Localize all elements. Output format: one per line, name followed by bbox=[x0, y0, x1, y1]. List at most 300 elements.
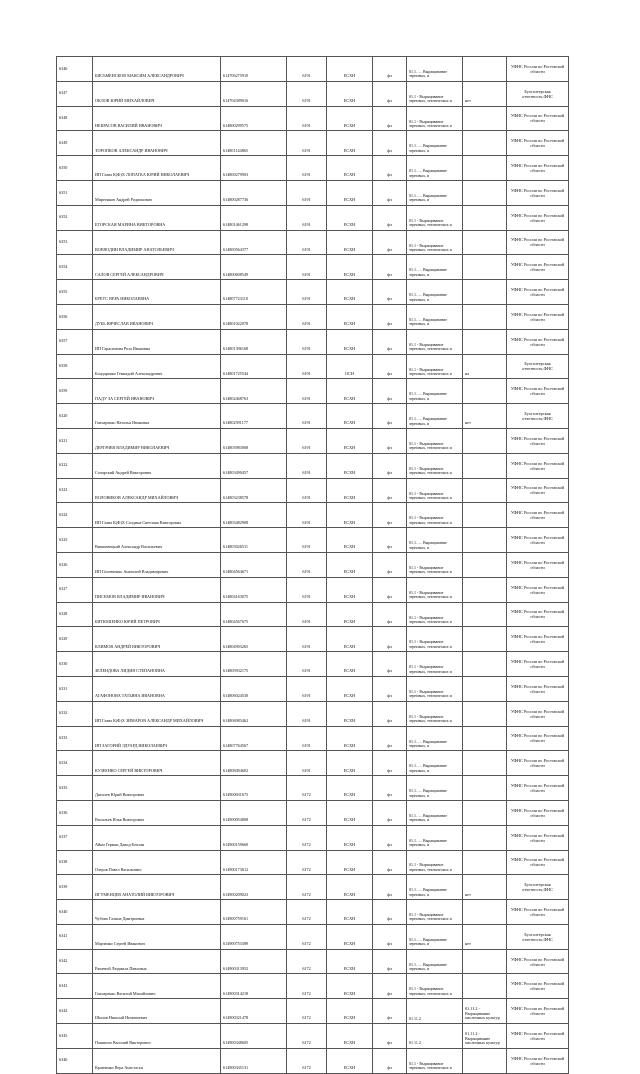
entity-type: фл bbox=[373, 404, 407, 429]
row-number: 6320 bbox=[57, 404, 93, 429]
entity-type: фл bbox=[373, 453, 407, 478]
activity-code: 01.1 - Выращивание зерновых, технических и bbox=[407, 676, 463, 701]
table-row bbox=[57, 776, 569, 801]
table-row bbox=[57, 949, 569, 974]
row-number: 6325 bbox=[57, 528, 93, 553]
inn-value: 614900345131 bbox=[221, 1048, 287, 1073]
extra-note bbox=[463, 180, 507, 205]
region-code: 6191 bbox=[287, 453, 327, 478]
tax-system: ЕСХН bbox=[327, 503, 373, 528]
inn-value: 614801144865 bbox=[221, 131, 287, 156]
inn-value: 614800299575 bbox=[221, 106, 287, 131]
activity-code: 01.1….. Выращивание зерновых, и bbox=[407, 57, 463, 82]
entity-type: фл bbox=[373, 602, 407, 627]
entity-name: Марченко Сергей Иванович bbox=[93, 924, 221, 949]
entity-name: ПИСЕМОВ ВЛАДИМИР ИВАНОВИЧ bbox=[93, 577, 221, 602]
entity-type: фл bbox=[373, 825, 407, 850]
inn-value: 614802591177 bbox=[221, 404, 287, 429]
activity-code: 01.1….. Выращивание зерновых, и bbox=[407, 156, 463, 181]
extra-note bbox=[463, 428, 507, 453]
entity-type: фл bbox=[373, 329, 407, 354]
entity-type: фл bbox=[373, 428, 407, 453]
activity-code: 01.1 - Выращивание зерновых, технических и bbox=[407, 1048, 463, 1073]
entity-name: Гончаренко Наталья Ивановна bbox=[93, 404, 221, 429]
row-number: 6334 bbox=[57, 751, 93, 776]
region-code: 6191 bbox=[287, 503, 327, 528]
entity-name: ИП Глава К(Ф)Х Солдина Светлана Викторовна bbox=[93, 503, 221, 528]
source-org: УФНС России по Ростовской области bbox=[507, 453, 569, 478]
region-code: 6191 bbox=[287, 652, 327, 677]
inn-value: 614807764567 bbox=[221, 726, 287, 751]
activity-code: 01.1….. Выращивание зерновых, и bbox=[407, 800, 463, 825]
row-number: 6346 bbox=[57, 57, 93, 82]
source-org: Бухгалтерская отчетность,ФНС bbox=[507, 875, 569, 900]
entity-type: фл bbox=[373, 81, 407, 106]
row-number: 6322 bbox=[57, 453, 93, 478]
inn-value: 614801396168 bbox=[221, 329, 287, 354]
activity-code: 01.1 - Выращивание зерновых, технических и bbox=[407, 900, 463, 925]
table-row bbox=[57, 652, 569, 677]
activity-code: 01.1 - Выращивание зерновых, технических и bbox=[407, 701, 463, 726]
activity-code: 01.1….. Выращивание зерновых, и bbox=[407, 131, 463, 156]
source-org: УФНС России по Ростовской области bbox=[507, 131, 569, 156]
activity-code: 01.11.2 bbox=[407, 1024, 463, 1049]
row-number: 6324 bbox=[57, 503, 93, 528]
source-org: УФНС России по Ростовской области bbox=[507, 652, 569, 677]
row-number: 6353 bbox=[57, 230, 93, 255]
source-org: УФНС России по Ростовской области bbox=[507, 676, 569, 701]
region-code: 6191 bbox=[287, 379, 327, 404]
tax-system: ЕСХН bbox=[327, 676, 373, 701]
tax-system: ЕСХН bbox=[327, 776, 373, 801]
inn-value: 614706275910 bbox=[221, 57, 287, 82]
inn-value: 614801022078 bbox=[221, 304, 287, 329]
source-org: УФНС России по Ростовской области bbox=[507, 205, 569, 230]
region-code: 6172 bbox=[287, 999, 327, 1024]
extra-note bbox=[463, 577, 507, 602]
row-number: 6338 bbox=[57, 850, 93, 875]
tax-system: ЕСХН bbox=[327, 329, 373, 354]
row-number: 6335 bbox=[57, 776, 93, 801]
entity-type: фл bbox=[373, 106, 407, 131]
activity-code: 01.1 - Выращивание зерновых, технических и bbox=[407, 974, 463, 999]
region-code: 6191 bbox=[287, 156, 327, 181]
inn-value: 614800608549 bbox=[221, 255, 287, 280]
entity-type: фл bbox=[373, 1048, 407, 1073]
inn-value: 614900313952 bbox=[221, 949, 287, 974]
entity-type: фл bbox=[373, 131, 407, 156]
registry-sheet bbox=[56, 56, 568, 1074]
extra-note bbox=[463, 304, 507, 329]
row-number: 6347 bbox=[57, 81, 93, 106]
region-code: 6172 bbox=[287, 825, 327, 850]
table-row bbox=[57, 726, 569, 751]
table-row bbox=[57, 428, 569, 453]
entity-name: ОКЛОВ ЮРИЙ МИХАЙЛОВИЧ bbox=[93, 81, 221, 106]
extra-note: 01.11.2 - Выращивание масличных культур bbox=[463, 999, 507, 1024]
row-number: 6339 bbox=[57, 875, 93, 900]
tax-system: ЕСХН bbox=[327, 974, 373, 999]
region-code: 6172 bbox=[287, 900, 327, 925]
extra-note bbox=[463, 131, 507, 156]
activity-code: 01.1 - Выращивание зерновых, технических и bbox=[407, 81, 463, 106]
entity-name: Бондаренко Геннадий Александрович bbox=[93, 354, 221, 379]
entity-name: Миреенков Андрей Родионович bbox=[93, 180, 221, 205]
tax-system: ЕСХН bbox=[327, 57, 373, 82]
entity-name: ИП ЗАГОРИЙ ЭДУАРД НИКОЛАЕВИЧ bbox=[93, 726, 221, 751]
region-code: 6172 bbox=[287, 850, 327, 875]
entity-type: фл bbox=[373, 949, 407, 974]
inn-value: 614900753389 bbox=[221, 924, 287, 949]
source-org: УФНС России по Ростовской области bbox=[507, 800, 569, 825]
entity-type: фл bbox=[373, 900, 407, 925]
row-number: 6323 bbox=[57, 478, 93, 503]
region-code: 6191 bbox=[287, 304, 327, 329]
table-row bbox=[57, 900, 569, 925]
region-code: 6191 bbox=[287, 726, 327, 751]
activity-code: 01.1 - Выращивание зерновых, технических и bbox=[407, 478, 463, 503]
source-org: УФНС России по Ростовской области bbox=[507, 701, 569, 726]
source-org: УФНС России по Ростовской области bbox=[507, 577, 569, 602]
tax-system: ЕСХН bbox=[327, 528, 373, 553]
row-number: 6352 bbox=[57, 205, 93, 230]
region-code: 6191 bbox=[287, 751, 327, 776]
region-code: 6172 bbox=[287, 800, 327, 825]
extra-note: нет bbox=[463, 924, 507, 949]
row-number: 6350 bbox=[57, 156, 93, 181]
row-number: 6343 bbox=[57, 974, 93, 999]
region-code: 6191 bbox=[287, 329, 327, 354]
inn-value: 614900031675 bbox=[221, 776, 287, 801]
extra-note: 01.11.2 - Выращивание масличных культур bbox=[463, 1024, 507, 1049]
entity-type: фл bbox=[373, 180, 407, 205]
tax-system: ЕСХН bbox=[327, 1024, 373, 1049]
region-code: 6191 bbox=[287, 552, 327, 577]
entity-name: Рашевой Людмила Павловна bbox=[93, 949, 221, 974]
tax-system: ЕСХН bbox=[327, 156, 373, 181]
source-org: УФНС России по Ростовской области bbox=[507, 552, 569, 577]
inn-value: 614900054808 bbox=[221, 800, 287, 825]
extra-note bbox=[463, 776, 507, 801]
activity-code: 01.1 - Выращивание зерновых, технических и bbox=[407, 428, 463, 453]
row-number: 6356 bbox=[57, 304, 93, 329]
tax-system: ЕСХН bbox=[327, 304, 373, 329]
tax-system: ЕСХН bbox=[327, 602, 373, 627]
table-row bbox=[57, 1048, 569, 1073]
entity-type: фл bbox=[373, 156, 407, 181]
region-code: 6191 bbox=[287, 205, 327, 230]
tax-system: ЕСХН bbox=[327, 1048, 373, 1073]
extra-note bbox=[463, 676, 507, 701]
region-code: 6191 bbox=[287, 255, 327, 280]
entity-name: НЕКРАСОВ ВАСИЛИЙ ИВАНОВИЧ bbox=[93, 106, 221, 131]
inn-value: 614806983462 bbox=[221, 701, 287, 726]
activity-code: 01.1….. Выращивание зерновых, и bbox=[407, 726, 463, 751]
tax-system: ОСН bbox=[327, 354, 373, 379]
entity-type: фл bbox=[373, 850, 407, 875]
tax-system: ЕСХН bbox=[327, 875, 373, 900]
extra-note: нет bbox=[463, 404, 507, 429]
inn-value: 614900321478 bbox=[221, 999, 287, 1024]
table-row bbox=[57, 627, 569, 652]
entity-name: Айни Герман Давид-Бектан bbox=[93, 825, 221, 850]
table-row bbox=[57, 453, 569, 478]
entity-name: Васильев Илья Викторович bbox=[93, 800, 221, 825]
table-row bbox=[57, 974, 569, 999]
activity-code: 01.1 - Выращивание зерновых, технических и bbox=[407, 329, 463, 354]
inn-value: 614900209023 bbox=[221, 875, 287, 900]
source-org: УФНС России по Ростовской области bbox=[507, 1024, 569, 1049]
entity-type: фл bbox=[373, 552, 407, 577]
source-org: УФНС России по Ростовской области bbox=[507, 255, 569, 280]
activity-code: 01.1….. Выращивание зерновых, и bbox=[407, 280, 463, 305]
table-row bbox=[57, 57, 569, 82]
inn-value: 614807723110 bbox=[221, 280, 287, 305]
entity-name: БИТЮШЕНКО ЮРИЙ ПЕТРОВИЧ bbox=[93, 602, 221, 627]
source-org: Бухгалтерская отчетность,ФНС bbox=[507, 404, 569, 429]
inn-value: 614808494602 bbox=[221, 751, 287, 776]
entity-type: фл bbox=[373, 751, 407, 776]
table-row bbox=[57, 552, 569, 577]
source-org: УФНС России по Ростовской области bbox=[507, 776, 569, 801]
row-number: 6346 bbox=[57, 1048, 93, 1073]
region-code: 6191 bbox=[287, 404, 327, 429]
entity-type: фл bbox=[373, 676, 407, 701]
tax-system: ЕСХН bbox=[327, 106, 373, 131]
inn-value: 614800287736 bbox=[221, 180, 287, 205]
extra-note bbox=[463, 503, 507, 528]
source-org: УФНС России по Ростовской области bbox=[507, 106, 569, 131]
extra-note: нет bbox=[463, 875, 507, 900]
region-code: 6172 bbox=[287, 924, 327, 949]
source-org: УФНС России по Ростовской области bbox=[507, 627, 569, 652]
table-row bbox=[57, 503, 569, 528]
entity-type: фл bbox=[373, 652, 407, 677]
table-row bbox=[57, 850, 569, 875]
region-code: 6172 bbox=[287, 776, 327, 801]
source-org: УФНС России по Ростовской области bbox=[507, 999, 569, 1024]
table-row bbox=[57, 701, 569, 726]
entity-name: Пашинчо Василий Викторович bbox=[93, 1024, 221, 1049]
row-number: 6331 bbox=[57, 676, 93, 701]
entity-type: фл bbox=[373, 255, 407, 280]
row-number: 6340 bbox=[57, 900, 93, 925]
table-row bbox=[57, 205, 569, 230]
row-number: 6321 bbox=[57, 428, 93, 453]
inn-value: 614804564671 bbox=[221, 552, 287, 577]
extra-note bbox=[463, 800, 507, 825]
tax-system: ЕСХН bbox=[327, 850, 373, 875]
entity-type: фл bbox=[373, 528, 407, 553]
tax-system: ЕСХН bbox=[327, 924, 373, 949]
extra-note bbox=[463, 329, 507, 354]
table-row bbox=[57, 180, 569, 205]
entity-type: фл bbox=[373, 999, 407, 1024]
extra-note bbox=[463, 453, 507, 478]
source-org: УФНС России по Ростовской области bbox=[507, 1048, 569, 1073]
table-row bbox=[57, 230, 569, 255]
region-code: 6172 bbox=[287, 875, 327, 900]
extra-note bbox=[463, 850, 507, 875]
table-row bbox=[57, 81, 569, 106]
source-org: УФНС России по Ростовской области bbox=[507, 850, 569, 875]
table-row bbox=[57, 528, 569, 553]
activity-code: 01.1….. Выращивание зерновых, и bbox=[407, 180, 463, 205]
extra-note bbox=[463, 205, 507, 230]
entity-name: Гончаренко Василий Михайлович bbox=[93, 974, 221, 999]
table-row bbox=[57, 329, 569, 354]
table-row bbox=[57, 800, 569, 825]
activity-code: 01.1….. Выращивание зерновых, и bbox=[407, 255, 463, 280]
region-code: 6191 bbox=[287, 131, 327, 156]
tax-system: ЕСХН bbox=[327, 726, 373, 751]
activity-code: 01.1….. Выращивание зерновых, и bbox=[407, 404, 463, 429]
region-code: 6172 bbox=[287, 949, 327, 974]
inn-value: 614803490457 bbox=[221, 453, 287, 478]
table-row bbox=[57, 875, 569, 900]
table-row bbox=[57, 825, 569, 850]
extra-note bbox=[463, 106, 507, 131]
extra-note bbox=[463, 900, 507, 925]
region-code: 6191 bbox=[287, 577, 327, 602]
entity-type: фл bbox=[373, 503, 407, 528]
extra-note bbox=[463, 280, 507, 305]
tax-system: ЕСХН bbox=[327, 453, 373, 478]
entity-name: БРЕУС ВЕРА НИКОЛАЕВНА bbox=[93, 280, 221, 305]
entity-type: фл bbox=[373, 57, 407, 82]
source-org: УФНС России по Ростовской области bbox=[507, 156, 569, 181]
source-org: УФНС России по Ростовской области bbox=[507, 428, 569, 453]
source-org: Бухгалтерская отчетность,ФНС bbox=[507, 354, 569, 379]
source-org: УФНС России по Ростовской области bbox=[507, 900, 569, 925]
entity-type: фл bbox=[373, 627, 407, 652]
activity-code: 01.1….. Выращивание зерновых, и bbox=[407, 379, 463, 404]
region-code: 6191 bbox=[287, 81, 327, 106]
extra-note bbox=[463, 156, 507, 181]
table-row bbox=[57, 106, 569, 131]
row-number: 6358 bbox=[57, 354, 93, 379]
tax-system: ЕСХН bbox=[327, 577, 373, 602]
entity-name: ДЕРГАЧЕВ ВЛАДИМИР НИКОЛАЕВИЧ bbox=[93, 428, 221, 453]
entity-name: ВОЕВОДИН ВЛАДИМИР АНАТОЛЬЕВИЧ bbox=[93, 230, 221, 255]
region-code: 6191 bbox=[287, 428, 327, 453]
tax-system: ЕСХН bbox=[327, 379, 373, 404]
activity-code: 01.1….. Выращивание зерновых, и bbox=[407, 776, 463, 801]
entity-name: ДУБЬ ВЯЧЕСЛАВ ИВАНОВИЧ bbox=[93, 304, 221, 329]
extra-note bbox=[463, 528, 507, 553]
extra-note bbox=[463, 602, 507, 627]
activity-code: 01.1 - Выращивание зерновых, технических и bbox=[407, 627, 463, 652]
table-row bbox=[57, 304, 569, 329]
extra-note bbox=[463, 478, 507, 503]
row-number: 6337 bbox=[57, 825, 93, 850]
tax-system: ЕСХН bbox=[327, 131, 373, 156]
activity-code: 01.1 - Выращивание зерновых, технических и bbox=[407, 552, 463, 577]
source-org: УФНС России по Ростовской области bbox=[507, 180, 569, 205]
extra-note bbox=[463, 949, 507, 974]
tax-system: ЕСХН bbox=[327, 999, 373, 1024]
region-code: 6172 bbox=[287, 1024, 327, 1049]
entity-name: ТОРОПКОВ АЛЕКСАНДР ИВАНОВИЧ bbox=[93, 131, 221, 156]
inn-value: 614803026511 bbox=[221, 528, 287, 553]
source-org: УФНС России по Ростовской области bbox=[507, 478, 569, 503]
activity-code: 01.1….. Выращивание зерновых, и bbox=[407, 304, 463, 329]
tax-system: ЕСХН bbox=[327, 900, 373, 925]
tax-system: ЕСХН bbox=[327, 751, 373, 776]
region-code: 6191 bbox=[287, 701, 327, 726]
source-org: УФНС России по Ростовской области bbox=[507, 230, 569, 255]
extra-note bbox=[463, 627, 507, 652]
inn-value: 614900159660 bbox=[221, 825, 287, 850]
entity-type: фл bbox=[373, 577, 407, 602]
row-number: 6330 bbox=[57, 652, 93, 677]
inn-value: 614900759161 bbox=[221, 900, 287, 925]
activity-code: 01.1 - Выращивание зерновых, технических и bbox=[407, 577, 463, 602]
region-code: 6191 bbox=[287, 478, 327, 503]
extra-note bbox=[463, 825, 507, 850]
activity-code: 01.1….. Выращивание зерновых, и bbox=[407, 825, 463, 850]
source-org: УФНС России по Ростовской области bbox=[507, 974, 569, 999]
row-number: 6351 bbox=[57, 180, 93, 205]
row-number: 6349 bbox=[57, 131, 93, 156]
row-number: 6329 bbox=[57, 627, 93, 652]
tax-system: ЕСХН bbox=[327, 552, 373, 577]
region-code: 6191 bbox=[287, 57, 327, 82]
region-code: 6172 bbox=[287, 1048, 327, 1073]
entity-type: фл bbox=[373, 1024, 407, 1049]
table-row bbox=[57, 280, 569, 305]
tax-system: ЕСХН bbox=[327, 800, 373, 825]
row-number: 6336 bbox=[57, 800, 93, 825]
extra-note: на bbox=[463, 354, 507, 379]
tax-system: ЕСХН bbox=[327, 701, 373, 726]
tax-system: ЕСХН bbox=[327, 180, 373, 205]
source-org: УФНС России по Ростовской области bbox=[507, 528, 569, 553]
table-row bbox=[57, 156, 569, 181]
activity-code: 01.1 - Выращивание зерновых, технических и bbox=[407, 453, 463, 478]
tax-system: ЕСХН bbox=[327, 428, 373, 453]
extra-note bbox=[463, 230, 507, 255]
source-org: УФНС России по Ростовской области bbox=[507, 602, 569, 627]
table-body bbox=[57, 57, 569, 1074]
source-org: УФНС России по Ростовской области bbox=[507, 949, 569, 974]
region-code: 6191 bbox=[287, 627, 327, 652]
row-number: 6354 bbox=[57, 255, 93, 280]
source-org: УФНС России по Ростовской области bbox=[507, 726, 569, 751]
entity-name: ЕГОРСКАЯ МАРИНА ВИКТОРОВНА bbox=[93, 205, 221, 230]
extra-note: нет bbox=[463, 81, 507, 106]
inn-value: 614803482908 bbox=[221, 503, 287, 528]
row-number: 6328 bbox=[57, 602, 93, 627]
inn-value: 614804567675 bbox=[221, 602, 287, 627]
region-code: 6191 bbox=[287, 354, 327, 379]
source-org: Бухгалтерская отчетность,ФНС bbox=[507, 81, 569, 106]
activity-code: 01.1 - Выращивание зерновых, технических и bbox=[407, 850, 463, 875]
entity-type: фл bbox=[373, 354, 407, 379]
inn-value: 614801725544 bbox=[221, 354, 287, 379]
region-code: 6172 bbox=[287, 974, 327, 999]
region-code: 6191 bbox=[287, 280, 327, 305]
activity-code: 01.1 - Выращивание зерновых, технических и bbox=[407, 106, 463, 131]
inn-value: 614704389016 bbox=[221, 81, 287, 106]
row-number: 6355 bbox=[57, 280, 93, 305]
entity-name: ЗЕЛЕНДОВА ЛИДИЯ СТЕПАНОВНА bbox=[93, 652, 221, 677]
extra-note bbox=[463, 57, 507, 82]
entity-name: Сочарский Андрей Викторович bbox=[93, 453, 221, 478]
region-code: 6191 bbox=[287, 528, 327, 553]
entity-name: АГАФОНОВА ТАТЬЯНА ИВАНОВНА bbox=[93, 676, 221, 701]
extra-note bbox=[463, 379, 507, 404]
